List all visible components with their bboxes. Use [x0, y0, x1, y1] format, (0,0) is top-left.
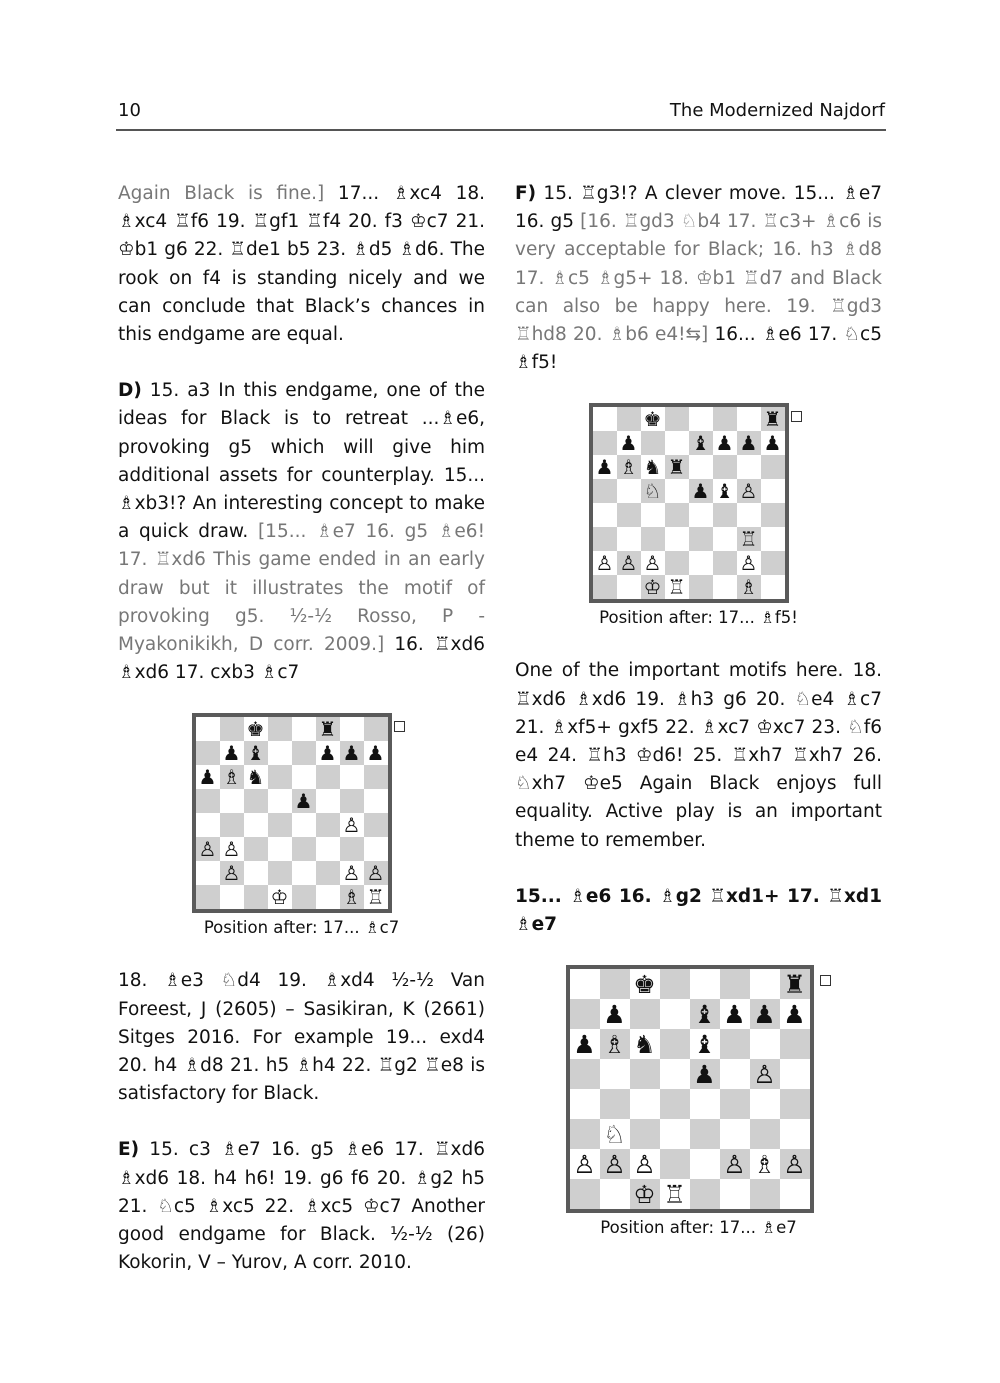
board-square — [593, 527, 617, 551]
board-square — [196, 765, 220, 789]
board-square — [570, 1149, 600, 1179]
board-square — [220, 717, 244, 741]
board-square — [617, 407, 641, 431]
board-square — [196, 741, 220, 765]
black-bishop-icon: ♝ — [693, 1029, 716, 1059]
board-square — [316, 717, 340, 741]
board-square — [292, 885, 316, 909]
board-square — [600, 1089, 630, 1119]
board-square — [689, 503, 713, 527]
board-square — [364, 765, 388, 789]
board-square — [292, 741, 316, 765]
board-square — [617, 431, 641, 455]
board-square — [780, 1119, 810, 1149]
board-square — [689, 407, 713, 431]
board-square — [660, 1119, 690, 1149]
main-line-text: 17... ♗xc4 18. ♗xc4 ♖f6 19. ♖gf1 ♖f4 20. f3 ♔c7 21. ♔b1 g6 22. ♖de1 b5 23. ♗d5 ♗d6. The rook on f4 is standing nicely and we can conclude that Black’s chances in this endgame are equal. — [118, 183, 485, 346]
board-square — [713, 431, 737, 455]
board-square — [737, 551, 761, 575]
board-square — [761, 455, 785, 479]
black-king-icon: ♚ — [633, 969, 656, 999]
main-line-text: 18. ♗e3 ♘d4 19. ♗xd4 ½-½ Van Foreest, J (2605) – Sasikiran, K (2661) Sitges 2016. For example 19... exd4 20. h4 ♗d8 21. h5 ♗h4 22. ♖g2 ♖e8 is satisfactory for Black. — [118, 970, 485, 1105]
board-square — [316, 861, 340, 885]
board-square — [268, 861, 292, 885]
board-square — [268, 837, 292, 861]
board-square — [780, 1179, 810, 1209]
white-king-icon: ♔ — [633, 1179, 656, 1209]
black-king-icon: ♚ — [643, 407, 662, 432]
board-square — [600, 1119, 630, 1149]
board-square — [340, 789, 364, 813]
board-square — [364, 789, 388, 813]
board-square — [340, 885, 364, 909]
board-square — [196, 837, 220, 861]
board-square — [244, 885, 268, 909]
board-square — [660, 1149, 690, 1179]
board-square — [244, 789, 268, 813]
board-square — [641, 551, 665, 575]
board-square — [750, 1149, 780, 1179]
black-bishop-icon: ♝ — [715, 479, 734, 504]
board-square — [570, 1119, 600, 1149]
white-pawn-icon: ♙ — [595, 551, 614, 576]
white-pawn-icon: ♙ — [222, 861, 241, 886]
white-pawn-icon: ♙ — [739, 551, 758, 576]
board-square — [737, 431, 761, 455]
white-bishop-icon: ♗ — [739, 575, 758, 600]
board-square — [570, 969, 600, 999]
board-square — [593, 503, 617, 527]
board-square — [641, 455, 665, 479]
board-square — [737, 407, 761, 431]
board-square — [630, 1149, 660, 1179]
board-square — [244, 717, 268, 741]
board-square — [340, 813, 364, 837]
paragraph-motifs — [515, 657, 882, 854]
board-square — [690, 999, 720, 1029]
black-pawn-icon: ♟ — [603, 999, 626, 1029]
white-pawn-icon: ♙ — [366, 861, 385, 886]
main-line-text: 15. a3 In this endgame, one of the ideas for Black is to retreat ...♗e6, provoking g5 which will give him additional assets for counterplay. 15... ♗xb3!? An interesting concept to make a quick draw. — [118, 380, 485, 543]
board-square — [737, 479, 761, 503]
running-title: The Modernized Najdorf — [669, 100, 885, 121]
chessboard — [566, 965, 814, 1213]
black-pawn-icon: ♟ — [723, 999, 746, 1029]
board-square — [268, 717, 292, 741]
board-square — [617, 527, 641, 551]
black-bishop-icon: ♝ — [693, 999, 716, 1029]
board-square — [660, 999, 690, 1029]
main-line-text: 16. ♖xd6 ♗xd6 17. cxb3 ♗c7 — [118, 634, 485, 684]
black-pawn-icon: ♟ — [693, 1059, 716, 1089]
white-pawn-icon: ♙ — [739, 479, 758, 504]
board-square — [600, 1149, 630, 1179]
board-square — [690, 1149, 720, 1179]
main-line-text: 15. ♖g3!? A clever move. 15... ♗e7 16. g5 — [515, 183, 882, 233]
board-square — [292, 837, 316, 861]
board-square — [641, 503, 665, 527]
variation-text: [15... ♗e7 16. g5 ♗e6! 17. ♖xd6 This game ended in an early draw but it illustrates the motif of provoking g5. ½-½ Rosso, P - Myakonikikh, D corr. 2009.] — [118, 521, 485, 656]
paragraph-line-e — [118, 1136, 485, 1277]
white-pawn-icon: ♙ — [342, 861, 361, 886]
main-line-text: 15. c3 ♗e7 16. g5 ♗e6 17. ♖xd6 ♗xd6 18. h4 h6! 19. g6 f6 20. ♗g2 h5 21. ♘c5 ♗xc5 22. ♗xc5 ♔c7 Another good endgame for Black. ½-½ (26) Kokorin, V – Yurov, A corr. 2010. — [118, 1139, 485, 1274]
board-square — [665, 455, 689, 479]
page-header — [118, 100, 885, 126]
board-square — [641, 575, 665, 599]
board-square — [750, 1089, 780, 1119]
board-square — [761, 551, 785, 575]
board-square — [689, 551, 713, 575]
right-column — [515, 180, 882, 1239]
white-pawn-icon: ♙ — [633, 1149, 656, 1179]
board-square — [316, 813, 340, 837]
board-square — [713, 575, 737, 599]
white-bishop-icon: ♗ — [753, 1149, 776, 1179]
board-square — [340, 837, 364, 861]
board-square — [364, 861, 388, 885]
board-square — [196, 789, 220, 813]
board-square — [292, 861, 316, 885]
board-square — [660, 969, 690, 999]
board-square — [641, 527, 665, 551]
board-square — [737, 575, 761, 599]
board-square — [780, 1149, 810, 1179]
board-square — [570, 1179, 600, 1209]
diagram-caption: Position after: 17... ♗c7 — [203, 918, 400, 938]
board-square — [316, 741, 340, 765]
board-square — [665, 407, 689, 431]
black-knight-icon: ♞ — [246, 765, 265, 790]
board-square — [750, 1029, 780, 1059]
board-square — [737, 527, 761, 551]
chessboard — [192, 713, 392, 913]
board-square — [720, 1179, 750, 1209]
paragraph-continuation — [118, 180, 485, 349]
black-pawn-icon: ♟ — [619, 431, 638, 456]
white-rook-icon: ♖ — [366, 885, 385, 910]
black-pawn-icon: ♟ — [691, 479, 710, 504]
board-square — [780, 969, 810, 999]
board-square — [220, 765, 244, 789]
board-square — [268, 765, 292, 789]
board-square — [196, 717, 220, 741]
main-line-text: One of the important motifs here. 18. ♖xd6 ♗xd6 19. ♗h3 g6 20. ♘e4 ♗c7 21. ♗xf5+ gxf5 22. ♗xc7 ♔xc7 23. ♘f6 e4 24. ♖h3 ♔d6! 25. ♖xh7 ♖xh7 26. ♘xh7 ♔e5 Again Black enjoys full equality. Active play is an important theme to remember. — [515, 660, 882, 851]
black-pawn-icon: ♟ — [595, 455, 614, 480]
board-square — [593, 455, 617, 479]
black-pawn-icon: ♟ — [783, 999, 806, 1029]
board-square — [720, 1149, 750, 1179]
board-square — [244, 813, 268, 837]
diagram-caption: Position after: 17... ♗f5! — [599, 608, 798, 628]
white-pawn-icon: ♙ — [198, 837, 217, 862]
board-square — [750, 1059, 780, 1089]
board-square — [665, 551, 689, 575]
board-square — [665, 479, 689, 503]
board-square — [690, 1119, 720, 1149]
board-square — [617, 455, 641, 479]
board-square — [690, 1059, 720, 1089]
board-square — [220, 813, 244, 837]
paragraph-main-move — [515, 883, 882, 939]
white-pawn-icon: ♙ — [753, 1059, 776, 1089]
board-square — [600, 999, 630, 1029]
chess-diagram-1 — [192, 713, 412, 939]
board-square — [340, 717, 364, 741]
board-square — [689, 575, 713, 599]
board-square — [570, 1059, 600, 1089]
board-square — [780, 999, 810, 1029]
chess-diagram-3 — [566, 965, 832, 1239]
board-square — [761, 431, 785, 455]
board-square — [689, 479, 713, 503]
board-square — [196, 861, 220, 885]
board-square — [196, 813, 220, 837]
black-pawn-icon: ♟ — [198, 765, 217, 790]
board-square — [292, 789, 316, 813]
white-pawn-icon: ♙ — [619, 551, 638, 576]
board-square — [665, 527, 689, 551]
white-king-icon: ♔ — [643, 575, 662, 600]
board-square — [780, 1089, 810, 1119]
board-square — [630, 999, 660, 1029]
line-label: E) — [118, 1139, 140, 1161]
board-square — [660, 1179, 690, 1209]
board-square — [690, 1089, 720, 1119]
board-square — [689, 455, 713, 479]
board-square — [630, 1119, 660, 1149]
board-square — [316, 765, 340, 789]
side-to-move-marker — [394, 721, 405, 732]
board-square — [641, 431, 665, 455]
line-label: F) — [515, 183, 537, 204]
board-square — [617, 575, 641, 599]
white-bishop-icon: ♗ — [222, 765, 241, 790]
chess-diagram-2 — [589, 403, 809, 629]
board-square — [713, 455, 737, 479]
board-square — [630, 1089, 660, 1119]
board-square — [713, 407, 737, 431]
paragraph-line-f — [515, 180, 882, 377]
board-square — [660, 1029, 690, 1059]
variation-text: [16. ♖gd3 ♘b4 17. ♖c3+ ♗c6 is very acceptable for Black; 16. h3 ♗d8 17. ♗c5 ♗g5+ 18. ♔b1 ♖d7 and Black can also be happy here. 19. ♖gd3 ♖hd8 20. ♗b6 e4!⇆] — [515, 211, 882, 346]
board-square — [364, 741, 388, 765]
variation-text: Again Black is fine.] — [118, 183, 325, 204]
white-rook-icon: ♖ — [663, 1179, 686, 1209]
white-rook-icon: ♖ — [739, 527, 758, 552]
black-rook-icon: ♜ — [783, 969, 806, 999]
board-square — [593, 575, 617, 599]
board-square — [780, 1029, 810, 1059]
board-square — [737, 503, 761, 527]
board-square — [750, 1179, 780, 1209]
black-pawn-icon: ♟ — [318, 741, 337, 766]
white-pawn-icon: ♙ — [723, 1149, 746, 1179]
black-rook-icon: ♜ — [318, 717, 337, 742]
board-square — [761, 575, 785, 599]
board-square — [617, 479, 641, 503]
board-square — [720, 999, 750, 1029]
board-square — [720, 1029, 750, 1059]
side-to-move-marker — [820, 975, 831, 986]
board-square — [316, 885, 340, 909]
board-square — [617, 551, 641, 575]
black-pawn-icon: ♟ — [753, 999, 776, 1029]
board-square — [316, 789, 340, 813]
board-square — [720, 1059, 750, 1089]
board-square — [713, 527, 737, 551]
board-square — [750, 1119, 780, 1149]
board-square — [570, 1029, 600, 1059]
board-square — [737, 455, 761, 479]
board-square — [340, 765, 364, 789]
board-square — [593, 551, 617, 575]
black-pawn-icon: ♟ — [739, 431, 758, 456]
board-square — [364, 885, 388, 909]
board-square — [570, 999, 600, 1029]
board-square — [340, 861, 364, 885]
black-bishop-icon: ♝ — [246, 741, 265, 766]
black-pawn-icon: ♟ — [366, 741, 385, 766]
board-square — [268, 789, 292, 813]
page-number: 10 — [118, 100, 141, 121]
board-square — [713, 503, 737, 527]
board-square — [630, 1029, 660, 1059]
board-square — [720, 1119, 750, 1149]
board-square — [316, 837, 340, 861]
board-square — [690, 1029, 720, 1059]
white-bishop-icon: ♗ — [342, 885, 361, 910]
board-square — [617, 503, 641, 527]
board-square — [244, 765, 268, 789]
black-bishop-icon: ♝ — [691, 431, 710, 456]
board-square — [630, 969, 660, 999]
board-square — [268, 885, 292, 909]
black-pawn-icon: ♟ — [342, 741, 361, 766]
main-line-text: 16... ♗e6 17. ♘c5 ♗f5! — [515, 324, 883, 374]
black-knight-icon: ♞ — [633, 1029, 656, 1059]
board-square — [340, 741, 364, 765]
board-square — [761, 503, 785, 527]
board-square — [600, 969, 630, 999]
board-square — [750, 969, 780, 999]
board-square — [665, 575, 689, 599]
header-rule — [116, 129, 886, 131]
board-square — [593, 479, 617, 503]
black-king-icon: ♚ — [246, 717, 265, 742]
black-pawn-icon: ♟ — [763, 431, 782, 456]
board-square — [665, 503, 689, 527]
board-square — [220, 861, 244, 885]
black-pawn-icon: ♟ — [294, 789, 313, 814]
black-pawn-icon: ♟ — [715, 431, 734, 456]
white-rook-icon: ♖ — [667, 575, 686, 600]
board-square — [268, 741, 292, 765]
black-rook-icon: ♜ — [667, 455, 686, 480]
board-square — [689, 527, 713, 551]
board-square — [593, 407, 617, 431]
board-square — [630, 1179, 660, 1209]
board-square — [244, 741, 268, 765]
board-square — [292, 717, 316, 741]
board-square — [292, 813, 316, 837]
board-square — [220, 837, 244, 861]
white-bishop-icon: ♗ — [619, 455, 638, 480]
board-square — [713, 551, 737, 575]
board-square — [665, 431, 689, 455]
white-bishop-icon: ♗ — [603, 1029, 626, 1059]
board-square — [720, 1089, 750, 1119]
board-square — [660, 1089, 690, 1119]
board-square — [720, 969, 750, 999]
white-pawn-icon: ♙ — [783, 1149, 806, 1179]
board-square — [761, 407, 785, 431]
board-square — [761, 479, 785, 503]
side-to-move-marker — [791, 411, 802, 422]
black-pawn-icon: ♟ — [222, 741, 241, 766]
black-pawn-icon: ♟ — [573, 1029, 596, 1059]
white-pawn-icon: ♙ — [222, 837, 241, 862]
board-square — [660, 1059, 690, 1089]
black-knight-icon: ♞ — [643, 455, 662, 480]
left-column — [118, 180, 485, 1277]
board-square — [600, 1029, 630, 1059]
white-pawn-icon: ♙ — [643, 551, 662, 576]
board-square — [364, 813, 388, 837]
board-square — [570, 1089, 600, 1119]
line-label: D) — [118, 380, 142, 402]
white-knight-icon: ♘ — [603, 1119, 626, 1149]
paragraph-line-d — [118, 377, 485, 687]
board-square — [196, 885, 220, 909]
board-square — [641, 407, 665, 431]
board-square — [220, 741, 244, 765]
white-pawn-icon: ♙ — [342, 813, 361, 838]
board-square — [713, 479, 737, 503]
white-pawn-icon: ♙ — [573, 1149, 596, 1179]
board-square — [689, 431, 713, 455]
board-square — [690, 969, 720, 999]
paragraph-continuation-2 — [118, 967, 485, 1108]
board-square — [244, 861, 268, 885]
board-square — [364, 837, 388, 861]
board-square — [593, 431, 617, 455]
board-square — [641, 479, 665, 503]
white-pawn-icon: ♙ — [603, 1149, 626, 1179]
board-square — [630, 1059, 660, 1089]
board-square — [761, 527, 785, 551]
chessboard — [589, 403, 789, 603]
board-square — [292, 765, 316, 789]
main-line-text: 15... ♗e6 16. ♗g2 ♖xd1+ 17. ♖xd1 ♗e7 — [515, 885, 882, 936]
black-rook-icon: ♜ — [763, 407, 782, 432]
board-square — [690, 1179, 720, 1209]
board-square — [268, 813, 292, 837]
board-square — [600, 1059, 630, 1089]
board-square — [244, 837, 268, 861]
board-square — [220, 885, 244, 909]
board-square — [750, 999, 780, 1029]
white-knight-icon: ♘ — [643, 479, 662, 504]
board-square — [600, 1179, 630, 1209]
board-square — [220, 789, 244, 813]
board-square — [780, 1059, 810, 1089]
board-square — [364, 717, 388, 741]
diagram-caption: Position after: 17... ♗e7 — [600, 1218, 797, 1238]
white-king-icon: ♔ — [270, 885, 289, 910]
